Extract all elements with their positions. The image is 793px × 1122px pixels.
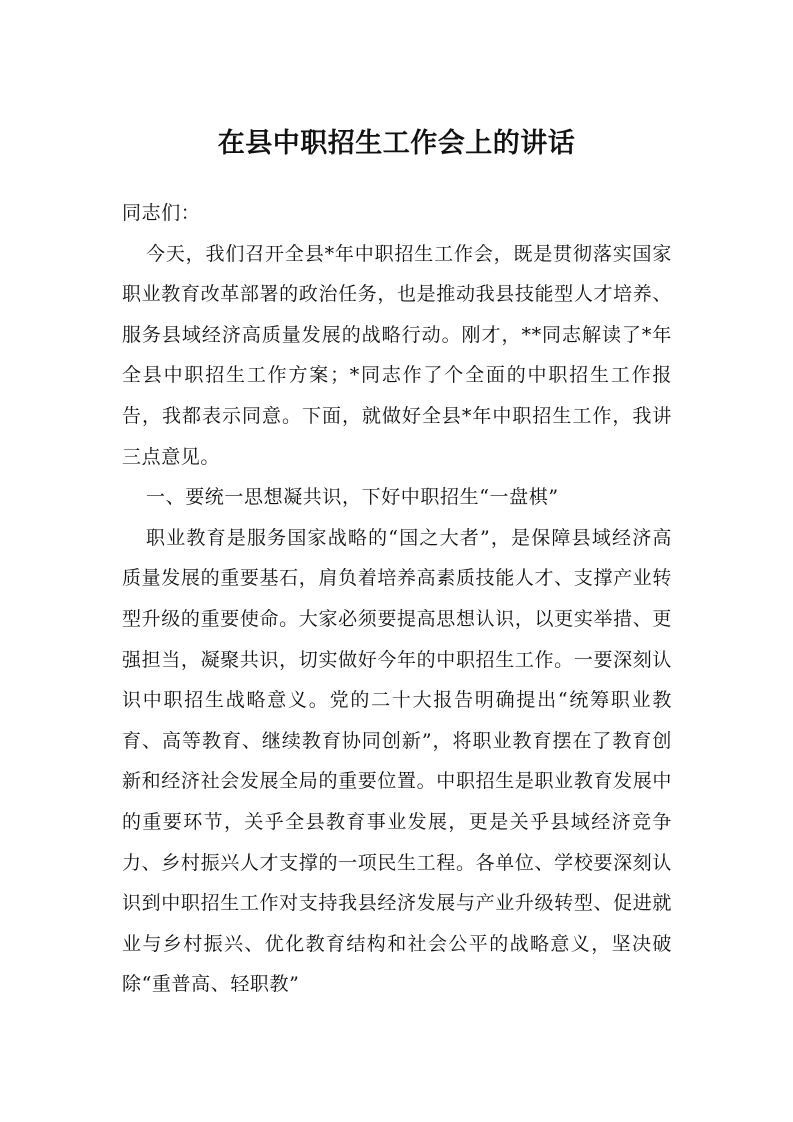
document-title: 在县中职招生工作会上的讲话 <box>217 128 576 159</box>
salutation: 同志们： <box>122 202 201 224</box>
paragraph-section-1: 职业教育是服务国家战略的“国之大者”，是保障县域经济高质量发展的重要基石，肩负着培养高素质技能人才、支撑产业转型升级的重要使命。大家必须要提高思想认识，以更实举措、更强担当，凝聚共识，切实做好今年的中职招生工作。一要深刻认识中职招生战略意义。党的二十大报告明确提出“统筹职业教育、高等教育、继续教育协同创新”，将职业教育摆在了教育创新和经济社会发展全局的重要位置。中职招生是职业教育发展中的重要环节，关乎全县教育事业发展，更是关乎县域经济竞争力、乡村振兴人才支撑的一项民生工程。各单位、学校要深刻认识到中职招生工作对支持我县经济发展与产业升级转型、促进就业与乡村振兴、优化教育结构和社会公平的战略意义，坚决破除“重普高、轻职教” <box>122 526 672 996</box>
paragraph-intro: 今天，我们召开全县*年中职招生工作会，既是贯彻落实国家职业教育改革部署的政治任务，也是推动我县技能型人才培养、服务县域经济高质量发展的战略行动。刚才，**同志解读了*年全县中职招生工作方案；*同志作了个全面的中职招生工作报告，我都表示同意。下面，就做好全县*年中职招生工作，我讲三点意见。 <box>122 242 672 468</box>
document-body <box>122 193 672 1005</box>
section-heading-1: 一、要统一思想凝共识，下好中职招生“一盘棋” <box>146 486 559 509</box>
